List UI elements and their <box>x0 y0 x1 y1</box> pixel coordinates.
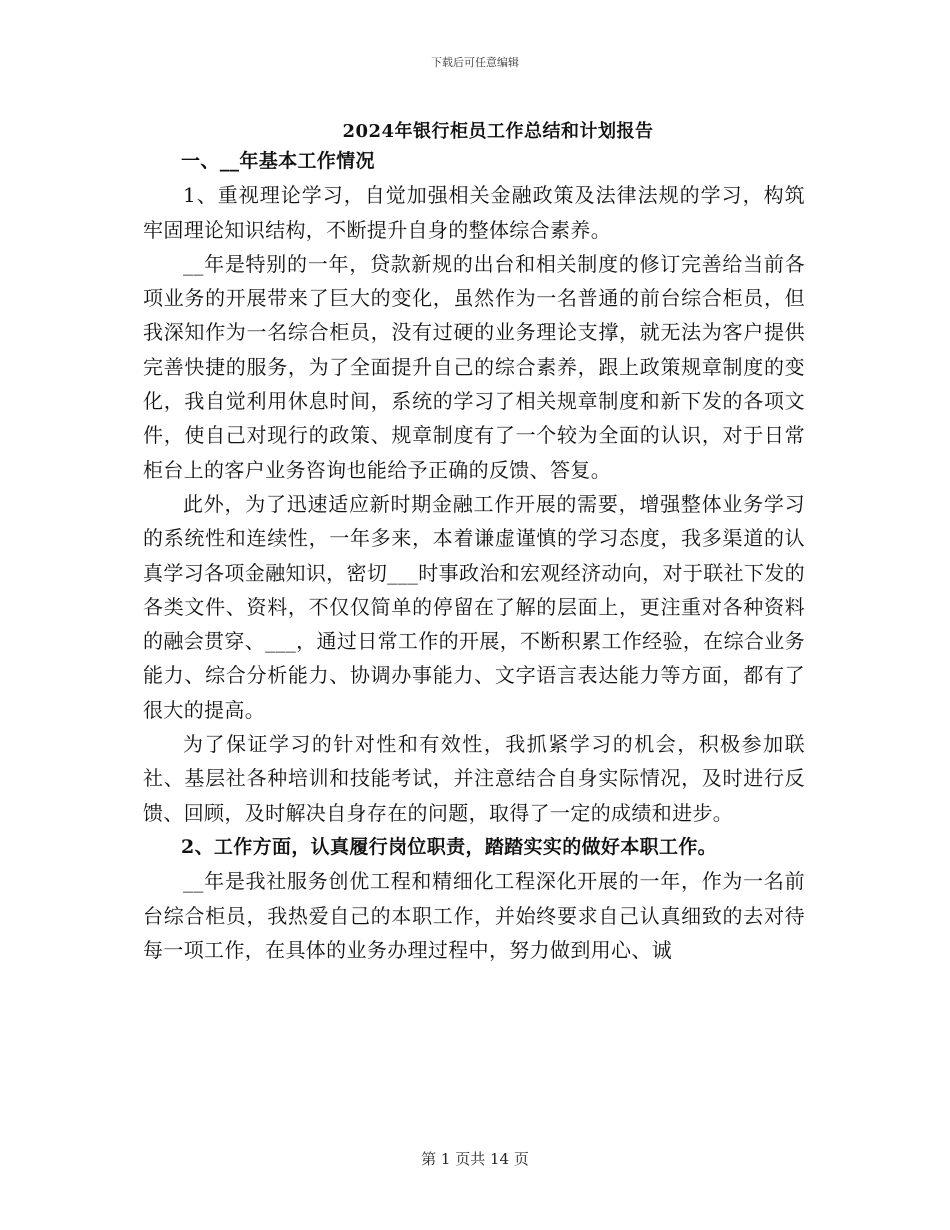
document-title: 2024年银行柜员工作总结和计划报告 <box>342 121 654 142</box>
paragraph: 此外，为了迅速适应新时期金融工作开展的需要，增强整体业务学习的系统性和连续性，一年多来，本着谦虚谨慎的学习态度，我多渠道的认真学习各项金融知识，密切___时事政治和宏观经济动向，对于联社下发的各类文件、资料，不仅仅简单的停留在了解的层面上，更注重对各种资料的融会贯穿、___，通过日常工作的开展，不断积累工作经验，在综合业务能力、综合分析能力、协调办事能力、文字语言表达能力等方面，都有了很大的提高。 <box>143 491 805 722</box>
section-heading-1: 一、__年基本工作情况 <box>181 150 375 172</box>
paragraph: 为了保证学习的针对性和有效性，我抓紧学习的机会，积极参加联社、基层社各种培训和技能考试，并注意结合自身实际情况，及时进行反馈、回顾，及时解决自身存在的问题，取得了一定的成绩和进步。 <box>143 732 805 825</box>
page-footer: 第 1 页共 14 页 <box>421 1150 529 1168</box>
paragraph: __年是我社服务创优工程和精细化工程深化开展的一年，作为一名前台综合柜员，我热爱自己的本职工作，并始终要求自己认真细致的去对待每一项工作，在具体的业务办理过程中，努力做到用心、诚 <box>143 869 805 962</box>
paragraph: __年是特别的一年，贷款新规的出台和相关制度的修订完善给当前各项业务的开展带来了巨大的变化，虽然作为一名普通的前台综合柜员，但我深知作为一名综合柜员，没有过硬的业务理论支撑，就无法为客户提供完善快捷的服务，为了全面提升自己的综合素养，跟上政策规章制度的变化，我自觉利用休息时间，系统的学习了相关规章制度和新下发的各项文件，使自己对现行的政策、规章制度有了一个较为全面的认识，对于日常柜台上的客户业务咨询也能给予正确的反馈、答复。 <box>143 251 805 482</box>
paragraph: 1、重视理论学习，自觉加强相关金融政策及法律法规的学习，构筑牢固理论知识结构，不断提升自身的整体综合素养。 <box>143 183 805 242</box>
document-body <box>143 144 805 967</box>
section-heading-2: 2、工作方面，认真履行岗位职责，踏踏实实的做好本职工作。 <box>181 835 718 858</box>
page-header: 下载后可任意编辑 <box>431 56 519 69</box>
